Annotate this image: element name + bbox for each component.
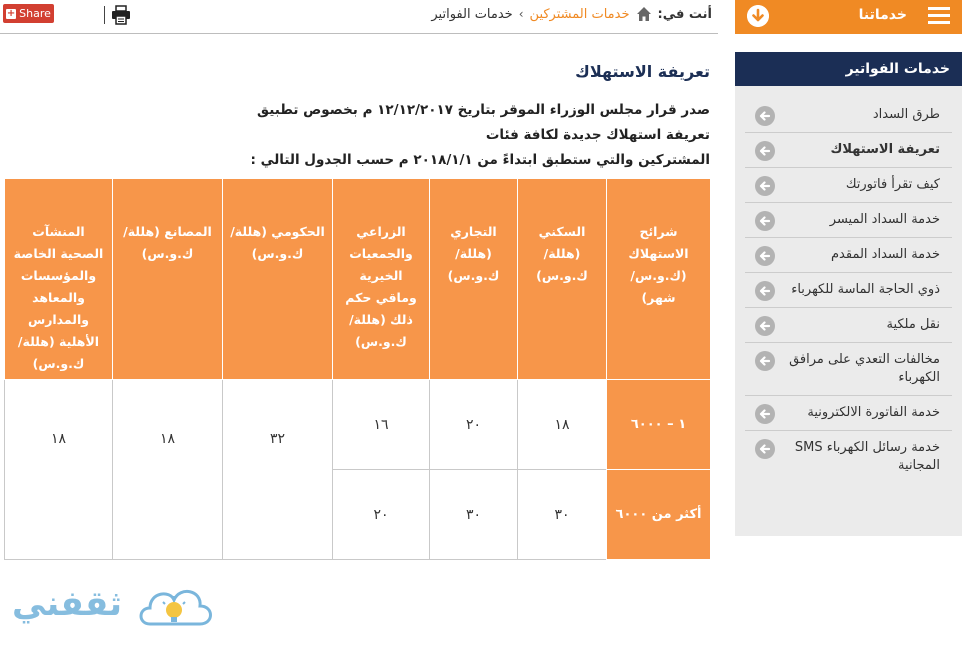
our-services-label: خدماتنا	[858, 7, 907, 23]
sidebar-item-label: خدمة رسائل الكهرباء SMS المجانية	[794, 440, 940, 473]
logo-text: ثقفني	[12, 584, 122, 624]
sidebar-item-violations[interactable]	[745, 343, 952, 396]
table-row	[5, 380, 711, 470]
arrow-left-circle-icon	[755, 281, 775, 301]
residential-cell: ١٨	[518, 380, 607, 470]
site-logo	[12, 578, 212, 644]
top-bar	[0, 0, 718, 34]
sidebar-item-payment-methods[interactable]	[745, 98, 952, 133]
sidebar-menu	[745, 98, 952, 483]
tariff-table	[4, 178, 711, 560]
intro-paragraph	[250, 98, 710, 173]
band-cell: أكثر من ٦٠٠٠	[607, 470, 711, 560]
residential-cell: ٣٠	[518, 470, 607, 560]
sidebar	[735, 0, 962, 651]
sidebar-item-sms-service[interactable]	[745, 431, 952, 483]
arrow-left-circle-icon	[755, 176, 775, 196]
breadcrumb	[431, 6, 712, 22]
sidebar-item-label: تعريفة الاستهلاك	[830, 142, 940, 157]
arrow-left-circle-icon	[755, 211, 775, 231]
intro-line-1: صدر قرار مجلس الوزراء الموقر بتاريخ ١٢/١٢/٢٠١٧ م بخصوص تطبيق تعريفة استهلاك جديدة لكافة فئات	[257, 102, 710, 143]
agricultural-cell: ١٦	[333, 380, 430, 470]
share-button[interactable]	[3, 4, 54, 23]
agricultural-cell: ٢٠	[333, 470, 430, 560]
print-icon[interactable]	[111, 5, 131, 25]
header-commercial: التجاري (هللة/ ك.و.س)	[430, 179, 518, 380]
arrow-left-circle-icon	[755, 351, 775, 371]
share-plus-icon: +	[6, 7, 16, 19]
toolbar-divider	[104, 6, 105, 24]
breadcrumb-prefix: أنت في:	[657, 6, 712, 22]
arrow-left-circle-icon	[755, 439, 775, 459]
government-cell: ٣٢	[223, 380, 333, 560]
our-services-menu-toggle[interactable]	[735, 0, 962, 34]
sidebar-item-ownership-transfer[interactable]	[745, 308, 952, 343]
sidebar-item-label: خدمة الفاتورة الالكترونية	[807, 405, 940, 420]
header-government: الحكومي (هللة/ ك.و.س)	[223, 179, 333, 380]
header-industrial: المصانع (هللة/ ك.و.س)	[113, 179, 223, 380]
intro-line-2: المشتركين والتي ستطبق ابتداءً من ٢٠١٨/١/١ م حسب الجدول التالي :	[250, 152, 710, 168]
arrow-left-circle-icon	[755, 106, 775, 126]
sidebar-item-critical-need[interactable]	[745, 273, 952, 308]
breadcrumb-link-subscriber-services[interactable]: خدمات المشتركين	[529, 6, 630, 22]
sidebar-item-easy-payment[interactable]	[745, 203, 952, 238]
sidebar-item-label: طرق السداد	[872, 107, 940, 122]
header-consumption-band: شرائح الاستهلاك (ك.و.س/ شهر)	[607, 179, 711, 380]
page-title: تعريفة الاستهلاك	[575, 62, 710, 81]
share-label: Share	[19, 7, 51, 20]
header-residential: السكني (هللة/ ك.و.س)	[518, 179, 607, 380]
home-icon[interactable]	[636, 6, 652, 22]
sidebar-section-title: خدمات الفواتير	[735, 52, 962, 86]
table-header-row	[5, 179, 711, 380]
sidebar-item-label: خدمة السداد المقدم	[831, 247, 940, 262]
industrial-cell: ١٨	[113, 380, 223, 560]
band-cell: ١ – ٦٠٠٠	[607, 380, 711, 470]
arrow-left-circle-icon	[755, 246, 775, 266]
header-private-health-education: المنشآت الصحية الخاصة والمؤسسات والمعاهد والمدارس الأهلية (هللة/ ك.و.س)	[5, 179, 113, 380]
sidebar-item-label: مخالفات التعدي على مرافق الكهرباء	[789, 352, 940, 385]
sidebar-item-label: نقل ملكية	[886, 317, 940, 332]
hamburger-icon	[928, 7, 950, 25]
sidebar-item-label: كيف تقرأ فاتورتك	[845, 177, 940, 192]
header-agricultural-charity: الزراعي والجمعيات الخيرية وماقي حكم ذلك (هللة/ ك.و.س)	[333, 179, 430, 380]
lightbulb-cloud-icon	[136, 580, 216, 640]
chevron-down-circle-icon	[747, 5, 769, 27]
arrow-left-circle-icon	[755, 316, 775, 336]
sidebar-panel	[735, 86, 962, 536]
sidebar-item-prepaid[interactable]	[745, 238, 952, 273]
private-health-education-cell: ١٨	[5, 380, 113, 560]
breadcrumb-separator: ›	[518, 7, 524, 21]
sidebar-item-label: خدمة السداد الميسر	[829, 212, 940, 227]
breadcrumb-current: خدمات الفواتير	[431, 6, 513, 22]
arrow-left-circle-icon	[755, 404, 775, 424]
sidebar-item-consumption-tariff[interactable]	[745, 133, 952, 168]
sidebar-item-read-bill[interactable]	[745, 168, 952, 203]
sidebar-item-e-bill[interactable]	[745, 396, 952, 431]
arrow-left-circle-icon	[755, 141, 775, 161]
commercial-cell: ٢٠	[430, 380, 518, 470]
sidebar-item-label: ذوي الحاجة الماسة للكهرباء	[791, 282, 940, 297]
commercial-cell: ٣٠	[430, 470, 518, 560]
